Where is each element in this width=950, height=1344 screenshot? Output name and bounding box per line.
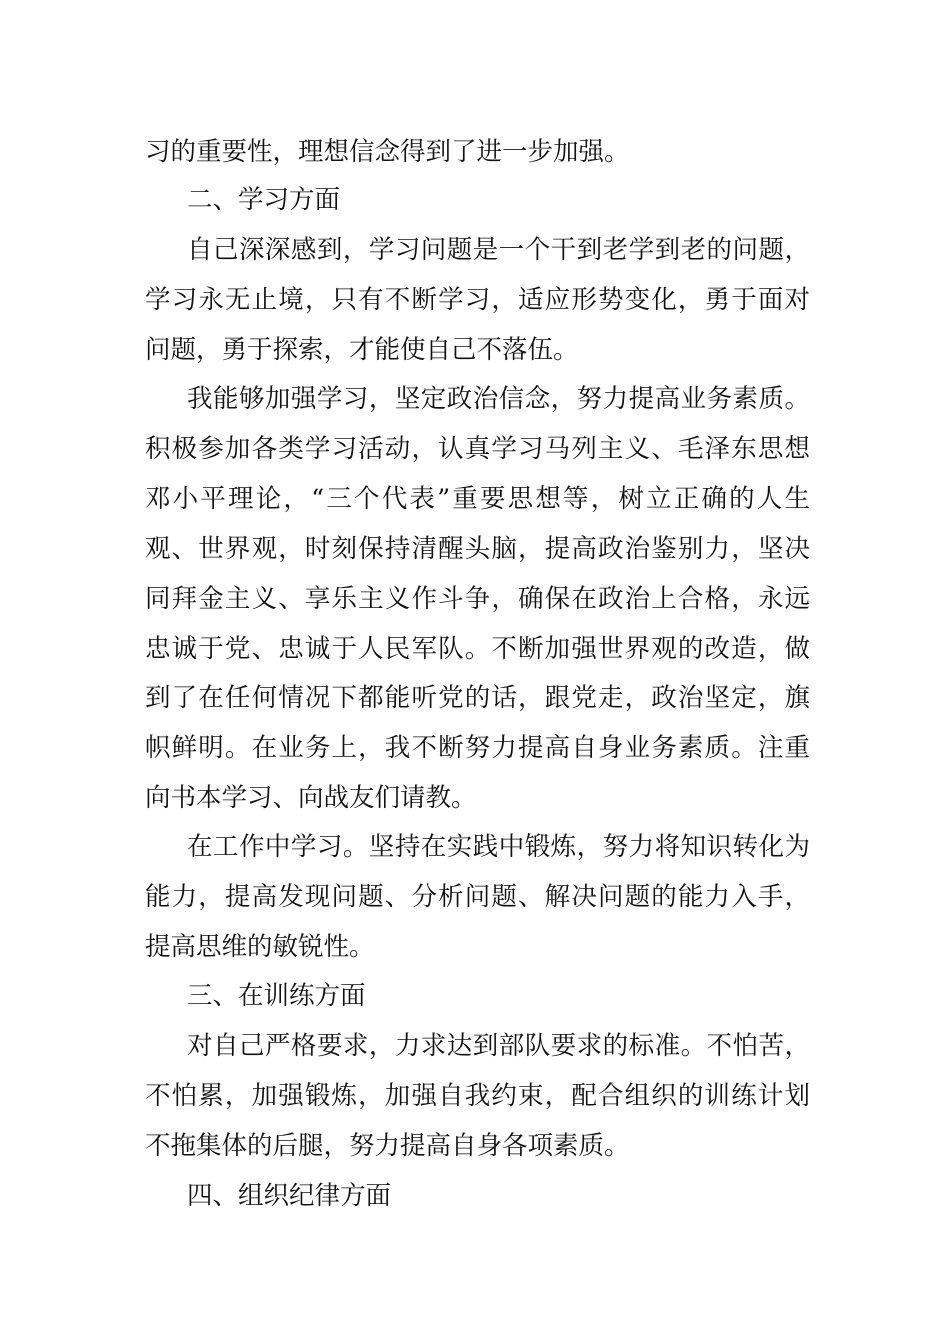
body-text-line: 忠诚于党、忠诚于人民军队。不断加强世界观的改造，做 xyxy=(145,634,810,664)
body-text-line: 我能够加强学习，坚定政治信念，努力提高业务素质。 xyxy=(187,384,810,414)
body-text-line: 向书本学习、向战友们请教。 xyxy=(145,783,477,813)
body-text-line: 到了在任何情况下都能听党的话，跟党走，政治坚定，旗 xyxy=(145,683,810,713)
body-text-line: 在工作中学习。坚持在实践中锻炼，努力将知识转化为 xyxy=(187,832,810,862)
body-text-line: 邓小平理论，“三个代表”重要思想等，树立正确的人生 xyxy=(145,484,810,514)
section-heading-training: 三、在训练方面 xyxy=(187,981,366,1011)
body-text-line: 不怕累，加强锻炼，加强自我约束，配合组织的训练计划 xyxy=(145,1081,810,1111)
body-text-line: 提高思维的敏锐性。 xyxy=(145,932,375,962)
body-text-line: 学习永无止境，只有不断学习，适应形势变化，勇于面对 xyxy=(145,285,810,315)
body-text-line: 自己深深感到，学习问题是一个干到老学到老的问题， xyxy=(187,235,810,265)
section-heading-discipline: 四、组织纪律方面 xyxy=(187,1181,392,1211)
body-text-line: 问题，勇于探索，才能使自己不落伍。 xyxy=(145,335,579,365)
body-text-line: 帜鲜明。在业务上，我不断努力提高自身业务素质。注重 xyxy=(145,733,810,763)
section-heading-study: 二、学习方面 xyxy=(187,185,341,215)
body-text-line: 观、世界观，时刻保持清醒头脑，提高政治鉴别力，坚决 xyxy=(145,534,810,564)
body-text-line: 对自己严格要求，力求达到部队要求的标准。不怕苦， xyxy=(187,1031,810,1061)
body-text-line: 能力，提高发现问题、分析问题、解决问题的能力入手， xyxy=(145,882,810,912)
body-text-line: 同拜金主义、享乐主义作斗争，确保在政治上合格，永远 xyxy=(145,584,810,614)
body-text-line: 习的重要性，理想信念得到了进一步加强。 xyxy=(145,137,630,167)
body-text-line: 积极参加各类学习活动，认真学习马列主义、毛泽东思想 xyxy=(145,434,810,464)
body-text-line: 不拖集体的后腿，努力提高自身各项素质。 xyxy=(145,1131,630,1161)
